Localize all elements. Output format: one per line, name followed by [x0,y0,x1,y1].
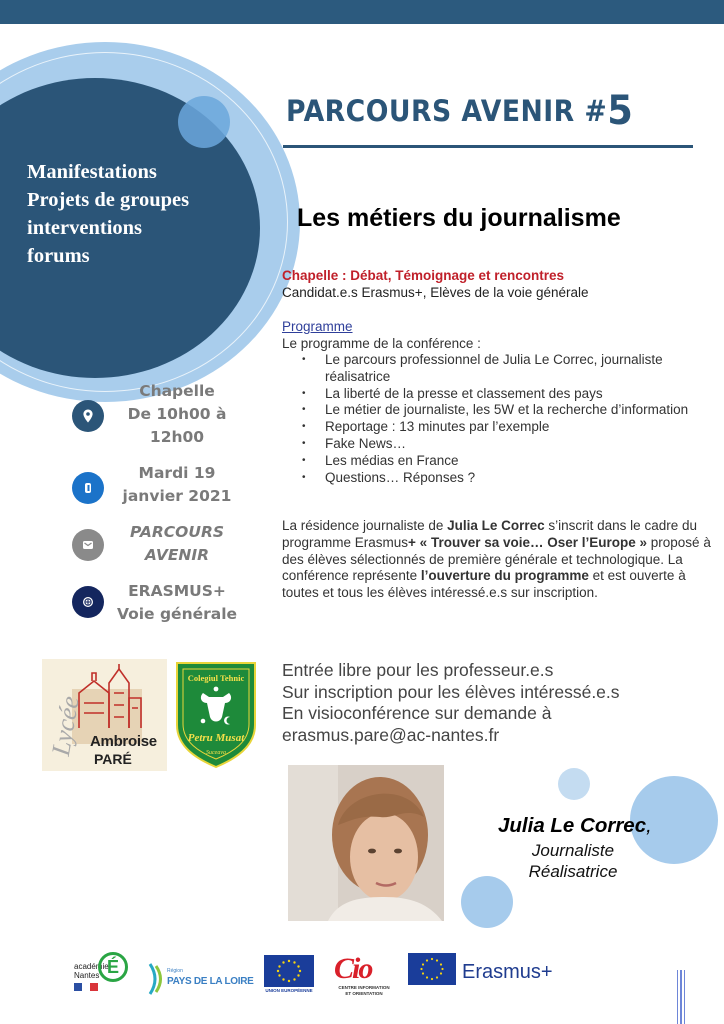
top-banner [0,0,724,24]
programme-list [282,352,712,486]
eu-label: UNION EUROPÉENNE [265,988,313,993]
mail-icon [72,529,104,561]
academie-nantes-logo [74,950,132,996]
portrait-photo-icon [288,765,444,921]
category-line: forums [27,245,90,267]
region-small-label: Région [167,968,183,974]
decorative-bubble [558,768,590,800]
contact-email[interactable]: erasmus.pare@ac-nantes.fr [282,724,500,745]
category-line: interventions [27,217,143,239]
cio-caption-line: ET ORIENTATION [345,990,383,996]
french-flag-icon [74,983,98,991]
access-info [282,660,620,746]
decorative-accent-dot [178,96,230,148]
speaker-portrait [288,765,444,921]
event-subtitle: Les métiers du journalisme [297,204,621,232]
location-pin-icon [72,400,104,432]
eu-flag-icon [408,953,456,985]
region-arc-icon [148,962,164,996]
pays-de-la-loire-logo [148,962,254,998]
speaker-role [498,840,648,882]
eu-flag-icon [264,955,314,987]
bold-run: Julia Le Correc [447,518,545,533]
info-line: AVENIR [144,546,210,564]
info-location-text [115,380,239,449]
category-line: Projets de groupes [27,189,190,211]
access-line: En visioconférence sur demande à [282,703,552,723]
info-erasmus [70,580,250,640]
programme-item: • Questions… Réponses ? [282,470,712,487]
cio-caption-line: CENTRE INFORMATION [338,985,390,990]
phone-icon [72,472,104,504]
programme-link[interactable]: Programme [282,319,353,334]
info-line: PARCOURS [129,523,225,541]
region-name: PAYS DE LA LOIRE [167,976,254,987]
globe-icon [72,586,104,618]
info-date [70,462,250,522]
info-line: Mardi 19 [138,464,216,482]
programme-intro: Le programme de la conférence : [282,336,481,351]
bold-run: + « Trouver sa voie… Oser l’Europe » [408,534,648,550]
access-line: Sur inscription pour les élèves intéressé.e.s [282,681,620,702]
info-erasmus-text [115,580,239,626]
category-line: Manifestations [27,161,157,183]
title-text: PARCOURS AVENIR # [286,94,608,128]
academie-line2: Nantes [74,971,100,980]
academie-line1: académie [74,962,109,971]
academie-e-mark: É [98,952,128,982]
svg-text:Petru Musat: Petru Musat [187,732,245,744]
info-programme [70,521,250,581]
event-audience: Candidat.e.s Erasmus+, Elèves de la voie générale [282,285,589,300]
speaker-name [498,814,652,838]
bold-run: l’ouverture du programme [420,568,589,584]
programme-item: • Les médias en France [282,453,712,470]
event-heading: Chapelle : Débat, Témoignage et rencontres [282,268,565,283]
text-run: s’inscrit dans le cadre du programme Erasmus [282,518,697,550]
svg-text:Suceava: Suceava [206,750,226,756]
lycee-name-line2: PARÉ [94,751,132,767]
decorative-bubble [461,876,513,928]
lycee-name-line1: Ambroise [90,733,157,750]
programme-item: • Fake News… [282,436,712,453]
cio-mark: Cio [334,952,372,985]
title-divider [283,145,693,148]
erasmus-label: Erasmus+ [462,961,553,983]
info-line: ERASMUS+ [128,582,226,600]
programme-item: • Reportage : 13 minutes par l’exemple [282,419,712,436]
text-run: La résidence journaliste de [282,518,448,533]
title-number: 5 [607,88,634,134]
lycee-ambroise-pare-logo [42,659,167,771]
programme-item: • Le métier de journaliste, les 5W et la recherche d’information [282,402,712,419]
page-title [286,88,633,134]
petru-musat-shield-logo [175,661,257,769]
description-paragraph [282,518,714,602]
info-line: 12h00 [149,428,205,446]
speaker-name-comma: , [646,814,652,837]
info-line: Voie générale [116,605,238,623]
lycee-script-text: Lycée [45,693,85,758]
info-programme-text [115,521,239,567]
role-line: Journaliste [531,841,615,860]
role-line: Réalisatrice [528,862,618,881]
erasmus-plus-logo [408,953,573,989]
decorative-vertical-lines [677,970,685,1024]
info-date-text [115,462,239,508]
category-heading [27,158,257,270]
info-line: Chapelle [139,382,215,400]
access-line: Entrée libre pour les professeur.e.s [282,660,554,680]
text-run: proposé à des élèves sélectionnés de première générale et technologique. La conférence représente [282,534,711,584]
programme-item: • La liberté de la presse et classement des pays [282,386,712,403]
cio-logo [330,952,398,998]
info-location-time [70,380,250,446]
cio-caption [330,985,398,996]
union-europeenne-logo [264,955,316,997]
programme-item: • Le parcours professionnel de Julia Le Correc, journaliste réalisatrice [282,352,712,386]
text-run: et est ouverte à toutes et tous les élèves intéressé.e.s sur inscription. [282,568,686,601]
svg-text:Colegiul Tehnic: Colegiul Tehnic [187,673,245,683]
info-line: De 10h00 à [127,405,227,423]
speaker-name-text: Julia Le Correc [498,814,647,837]
info-line: janvier 2021 [122,487,232,505]
